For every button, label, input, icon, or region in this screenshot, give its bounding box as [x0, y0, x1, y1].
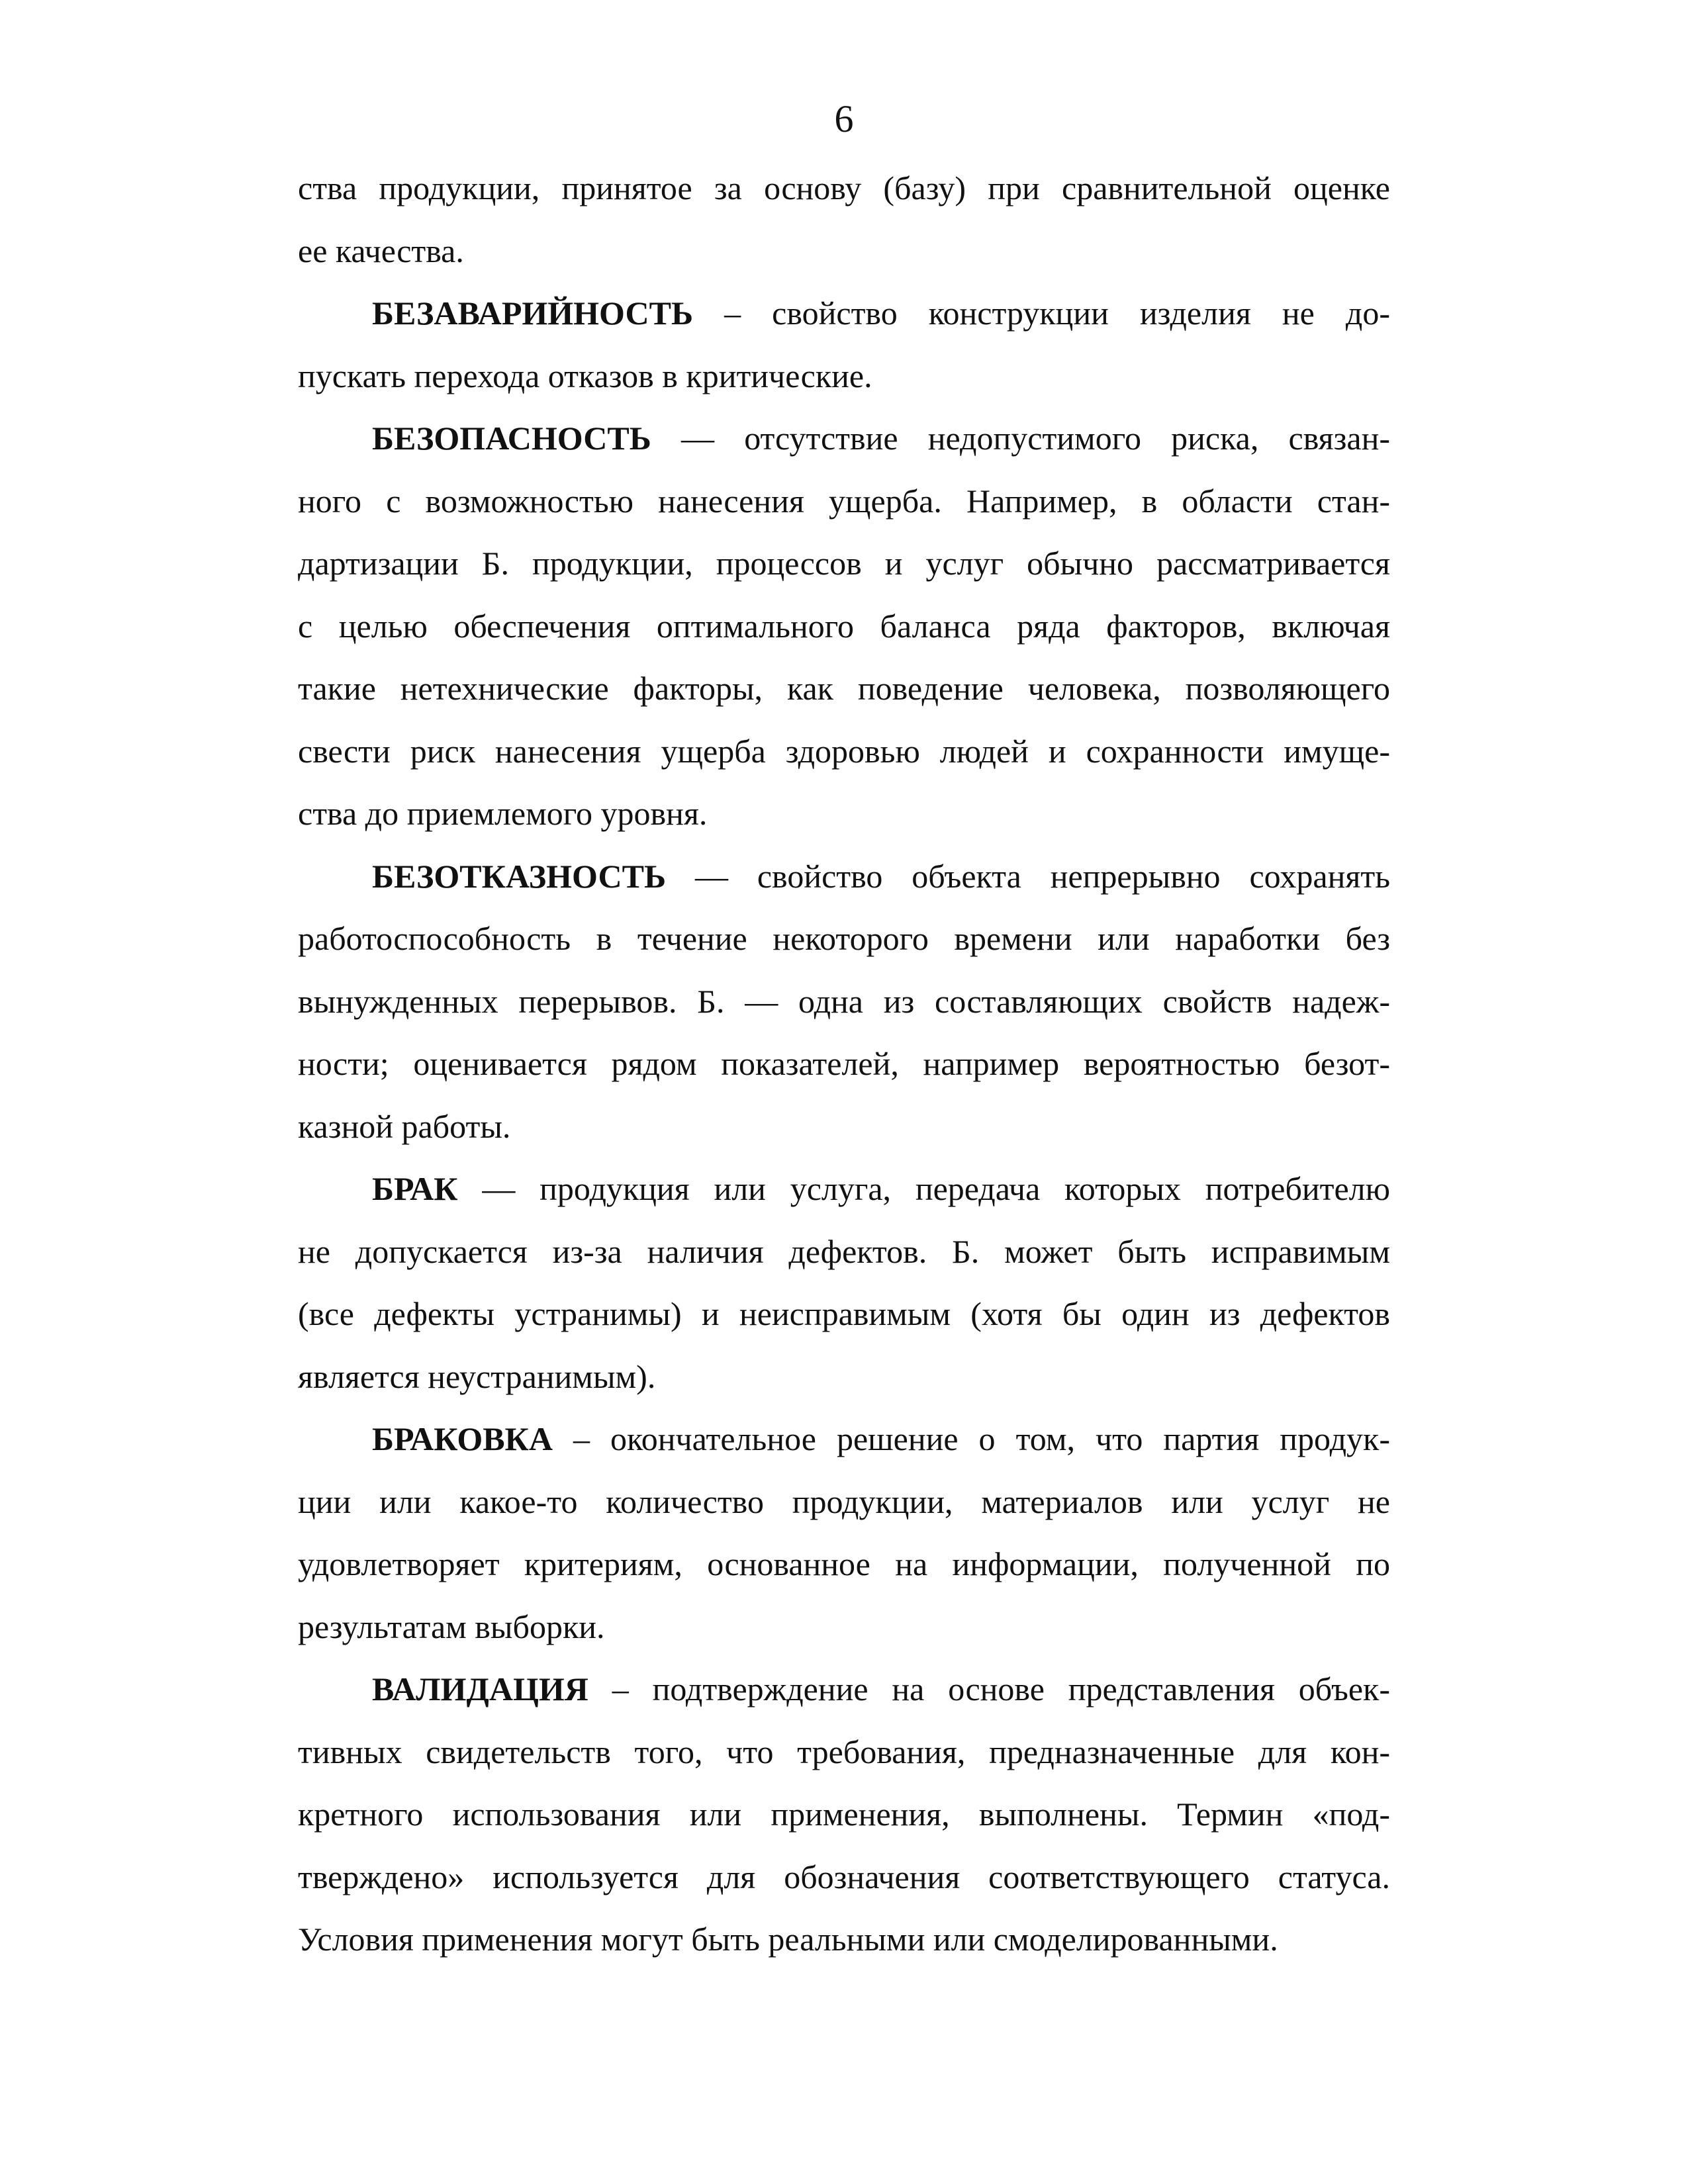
text-line — [298, 282, 1390, 345]
definition-text: — свойство объекта непрерывно сохранять — [666, 857, 1390, 895]
text-line: такие нетехнические факторы, как поведение человека, позволяющего — [298, 670, 1390, 707]
text-line: кретного использования или применения, выполнены. Термин «под- — [298, 1796, 1390, 1833]
text-line: ности; оценивается рядом показателей, например вероятностью безот- — [298, 1045, 1390, 1082]
text-line: Условия применения могут быть реальными или смоделированными. — [298, 1921, 1278, 1958]
glossary-term: БРАК — [372, 1170, 458, 1207]
glossary-entry-bezavariynost — [298, 282, 1390, 407]
text-line: (все дефекты устранимы) и неисправимым (хотя бы один из дефектов — [298, 1295, 1390, 1332]
text-line — [298, 845, 1390, 908]
text-line — [298, 407, 1390, 470]
glossary-entry-validatsiya — [298, 1658, 1390, 1971]
text-line: пускать перехода отказов в критические. — [298, 357, 872, 394]
definition-text: – окончательное решение о том, что партия продук- — [552, 1420, 1390, 1457]
glossary-term: БЕЗОПАСНОСТЬ — [372, 420, 651, 457]
text-line: ства до приемлемого уровня. — [298, 795, 708, 832]
definition-text: – свойство конструкции изделия не до- — [693, 295, 1390, 332]
text-line: дартизации Б. продукции, процессов и услуг обычно рассматривается — [298, 545, 1390, 582]
text-line: не допускается из-за наличия дефектов. Б. может быть исправимым — [298, 1232, 1390, 1270]
text-line: ства продукции, принятое за основу (базу) при сравнительной оценке — [298, 169, 1390, 206]
text-line — [298, 1658, 1390, 1721]
glossary-term: БЕЗОТКАЗНОСТЬ — [372, 857, 667, 895]
text-line: свести риск нанесения ущерба здоровью людей и сохранности имуще- — [298, 732, 1390, 770]
glossary-entry-brakovka — [298, 1408, 1390, 1658]
text-line: казной работы. — [298, 1107, 511, 1145]
text-line — [298, 1408, 1390, 1471]
text-line: тверждено» используется для обозначения соответствующего статуса. — [298, 1858, 1390, 1895]
glossary-text — [298, 157, 1390, 1971]
definition-text: — продукция или услуга, передача которых потребителю — [457, 1170, 1390, 1207]
glossary-term: БРАКОВКА — [372, 1420, 553, 1457]
definition-text: — отсутствие недопустимого риска, связан- — [651, 420, 1390, 457]
glossary-entry-brak — [298, 1158, 1390, 1408]
text-line: удовлетворяет критериям, основанное на информации, полученной по — [298, 1545, 1390, 1582]
text-line: ного с возможностью нанесения ущерба. Например, в области стан- — [298, 482, 1390, 520]
text-line: результатам выборки. — [298, 1608, 605, 1645]
text-line — [298, 1158, 1390, 1220]
text-line: является неустранимым). — [298, 1357, 656, 1395]
text-line: ции или какое-то количество продукции, материалов или услуг не — [298, 1482, 1390, 1520]
glossary-entry-continuation — [298, 157, 1390, 282]
definition-text: – подтверждение на основе представления объек- — [588, 1670, 1390, 1707]
page-number: 6 — [834, 97, 854, 140]
text-line: с целью обеспечения оптимального баланса ряда факторов, включая — [298, 607, 1390, 645]
text-line: ее качества. — [298, 232, 464, 269]
glossary-entry-bezopasnost — [298, 407, 1390, 845]
glossary-term: ВАЛИДАЦИЯ — [372, 1670, 588, 1707]
glossary-entry-bezotkaznost — [298, 845, 1390, 1158]
glossary-term: БЕЗАВАРИЙНОСТЬ — [372, 295, 694, 332]
text-line: вынужденных перерывов. Б. — одна из составляющих свойств надеж- — [298, 982, 1390, 1020]
text-line: работоспособность в течение некоторого времени или наработки без — [298, 920, 1390, 957]
text-line: тивных свидетельств того, что требования, предназначенные для кон- — [298, 1733, 1390, 1770]
